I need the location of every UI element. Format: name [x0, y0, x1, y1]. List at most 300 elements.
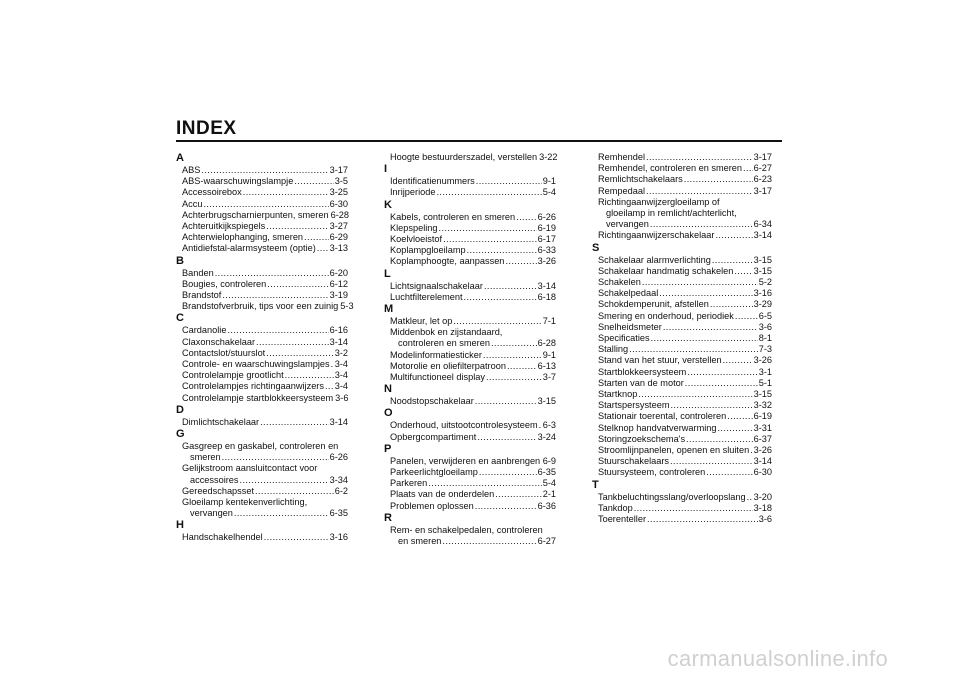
index-entry [176, 508, 348, 519]
index-entry-label: Koelvloeistof [390, 234, 443, 245]
index-section-letter: B [176, 254, 184, 267]
index-entry-page: 6-29 [329, 232, 348, 243]
dot-leader [651, 333, 758, 344]
index-entry-label: Toerenteller [598, 514, 647, 525]
dot-leader [234, 508, 329, 519]
index-entry-label: Stuurschakelaars [598, 456, 669, 467]
index-entry-page: 3-6 [758, 514, 772, 525]
dot-leader [467, 245, 537, 256]
index-entry-page: 6-36 [537, 500, 556, 511]
index-entry [176, 348, 348, 359]
dot-leader [495, 489, 542, 500]
index-section-letter: P [384, 442, 392, 455]
dot-leader [256, 337, 329, 348]
index-entry [592, 378, 772, 389]
index-entry [384, 361, 556, 372]
index-entry-page: 6-35 [329, 508, 348, 519]
dot-leader [539, 420, 542, 431]
index-entry [176, 475, 348, 486]
index-entry [384, 432, 556, 443]
index-section-letter: N [384, 383, 392, 396]
index-entry [384, 245, 556, 256]
index-entry-page: 6-5 [758, 310, 772, 321]
index-entry-label: Identificatienummers [390, 176, 475, 187]
index-section-letter: L [384, 267, 391, 280]
dot-leader [266, 348, 333, 359]
index-entry-line: Richtingaanwijzergloeilamp of [598, 196, 720, 207]
index-entry-label: ABS-waarschuwingslampje [182, 176, 294, 187]
index-entry-label: Onderhoud, uitstootcontrolesysteem [390, 420, 538, 431]
dot-leader [491, 338, 537, 349]
index-entry [176, 165, 348, 176]
page-title: INDEX [176, 118, 237, 139]
index-entry-label: Accessoirebox [182, 187, 242, 198]
index-entry-label: Stroomlijnpanelen, openen en sluiten [598, 445, 750, 456]
index-entry [592, 333, 772, 344]
index-entry-label: Controlelampje startblokkeersysteem [182, 392, 334, 403]
dot-leader [266, 221, 328, 232]
index-entry-label: Panelen, verwijderen en aanbrengen [390, 455, 541, 466]
dot-leader [436, 187, 541, 198]
dot-leader [734, 266, 752, 277]
index-entry-page: 3-14 [329, 416, 348, 427]
dot-leader [475, 501, 537, 512]
index-entry-label: Specificaties [598, 333, 650, 344]
index-entry-page: 3-15 [537, 396, 556, 407]
index-section-letter: S [592, 241, 600, 254]
index-entry-label: smeren [190, 452, 221, 463]
dot-leader [264, 532, 329, 543]
index-entry-page: 3-14 [537, 280, 556, 291]
index-entry-label: Noodstopschakelaar [390, 396, 474, 407]
index-entry [176, 301, 354, 312]
dot-leader [285, 370, 334, 381]
index-entry [384, 176, 556, 187]
dot-leader [717, 423, 752, 434]
index-entry-page: 3-15 [753, 265, 772, 276]
index-entry-label: Stationair toerental, controleren [598, 411, 727, 422]
index-entry [592, 311, 772, 322]
index-entry-label: en smeren [398, 536, 442, 547]
index-entry-label: vervangen [606, 219, 649, 230]
dot-leader [443, 234, 537, 245]
dot-leader [710, 299, 753, 310]
dot-leader [304, 232, 329, 243]
index-entry-line: Gloeilamp kentekenverlichting, [182, 497, 308, 508]
index-entry-page: 6-23 [753, 174, 772, 185]
dot-leader [325, 381, 334, 392]
dot-leader [712, 255, 753, 266]
dot-leader [670, 456, 753, 467]
dot-leader [650, 219, 753, 230]
index-entry [592, 389, 772, 400]
index-entry-page: 6-3 [542, 420, 556, 431]
index-entry-page: 3-1 [758, 366, 772, 377]
index-entry [592, 492, 772, 503]
index-entry-page: 2-1 [542, 489, 556, 500]
index-entry-label: Controlelampjes richtingaanwijzers [182, 381, 324, 392]
index-entry-label: Stand van het stuur, verstellen [598, 355, 722, 366]
index-entry-label: Starten van de motor [598, 377, 684, 388]
index-entry-page: 3-4 [334, 381, 348, 392]
index-entry-page: 3-4 [334, 359, 348, 370]
index-entry-label: Storingzoekschema's [598, 433, 686, 444]
index-entry-label: Claxonschakelaar [182, 336, 256, 347]
dot-leader [203, 199, 328, 210]
index-entry-line: Rem- en schakelpedalen, controleren [390, 524, 543, 535]
index-section-letter: G [176, 428, 185, 441]
index-entry-page: 3-13 [329, 243, 348, 254]
index-entry-label: Stuursysteem, controleren [598, 467, 706, 478]
index-entry-page: 6-28 [330, 209, 349, 220]
dot-leader [747, 492, 753, 503]
index-entry-label: Lichtsignaalschakelaar [390, 280, 483, 291]
index-entry-label: Brandstof [182, 290, 222, 301]
index-entry-label: Banden [182, 267, 214, 278]
index-entry-page: 6-30 [753, 467, 772, 478]
dot-leader [685, 378, 758, 389]
index-entry [384, 456, 556, 467]
index-entry-page: 3-26 [753, 445, 772, 456]
index-entry-label: Matkleur, let op [390, 316, 453, 327]
index-entry-line: Gasgreep en gaskabel, controleren en [182, 441, 339, 452]
index-entry-page: 9-1 [542, 349, 556, 360]
dot-leader [687, 367, 757, 378]
index-entry [592, 322, 772, 333]
index-entry-page: 6-30 [329, 198, 348, 209]
index-entry-line: Gelijkstroom aansluitcontact voor [182, 463, 318, 474]
dot-leader [255, 486, 334, 497]
dot-leader [646, 186, 753, 197]
index-entry [384, 281, 556, 292]
index-section-letter: K [384, 198, 392, 211]
dot-leader [507, 361, 537, 372]
index-entry-label: Inrijperiode [390, 187, 436, 198]
dot-leader [723, 355, 753, 366]
index-entry [384, 489, 556, 500]
index-entry-label: Schakelaar handmatig schakelen [598, 265, 734, 276]
dot-leader [267, 279, 328, 290]
dot-leader [243, 187, 329, 198]
index-entry [592, 411, 772, 422]
index-entry-label: Startblokkeersysteem [598, 366, 687, 377]
index-entry-page: 6-33 [537, 245, 556, 256]
dot-leader [479, 467, 537, 478]
index-entry [384, 372, 556, 383]
index-entry-page: 3-17 [753, 185, 772, 196]
index-entry-page: 6-27 [537, 536, 556, 547]
dot-leader [735, 311, 758, 322]
index-entry [176, 221, 348, 232]
index-section-letter: H [176, 519, 184, 532]
index-entry-label: Problemen oplossen [390, 500, 474, 511]
index-entry-page: 3-15 [753, 389, 772, 400]
index-entry-label: Luchtfilterelement [390, 291, 463, 302]
index-entry [384, 478, 556, 489]
index-entry-label: Controlelampje grootlicht [182, 370, 284, 381]
dot-leader [453, 316, 541, 327]
index-entry-page: 3-26 [753, 355, 772, 366]
index-column-3 [592, 152, 772, 525]
index-entry-page: 3-29 [753, 299, 772, 310]
index-entry-label: Schakelen [598, 277, 641, 288]
dot-leader [317, 243, 329, 254]
index-entry [384, 212, 556, 223]
dot-leader [647, 514, 758, 525]
index-column-2 [384, 152, 556, 547]
index-section-letter: M [384, 303, 394, 316]
dot-leader [684, 174, 753, 185]
index-entry-page: 8-1 [758, 333, 772, 344]
index-entry [592, 434, 772, 445]
index-entry-page: 3-27 [329, 221, 348, 232]
index-entry-label: Schokdemperunit, afstellen [598, 299, 709, 310]
index-entry-label: Multifunctioneel display [390, 372, 485, 383]
index-entry-page: 7-1 [542, 316, 556, 327]
dot-leader [331, 359, 334, 370]
index-entry [592, 456, 772, 467]
index-entry-page: 5-2 [758, 277, 772, 288]
index-entry-page: 3-7 [542, 372, 556, 383]
index-entry-label: Snelheidsmeter [598, 321, 662, 332]
index-entry [384, 338, 556, 349]
index-entry [176, 532, 348, 543]
index-entry [592, 230, 772, 241]
index-entry-label: Accu [182, 198, 203, 209]
index-entry [176, 232, 348, 243]
dot-leader [201, 165, 328, 176]
index-entry-page: 3-34 [329, 474, 348, 485]
index-entry-label: Richtingaanwijzerschakelaar [598, 230, 715, 241]
index-entry-label: Parkeerlichtgloeilamp [390, 467, 478, 478]
index-entry-label: Plaats van de onderdelen [390, 489, 495, 500]
index-entry-page: 3-14 [329, 336, 348, 347]
index-entry-page: 6-26 [537, 211, 556, 222]
dot-leader [240, 475, 329, 486]
index-entry [176, 359, 348, 370]
dot-leader [428, 478, 541, 489]
index-entry [176, 176, 348, 187]
dot-leader [486, 372, 542, 383]
index-entry [176, 370, 348, 381]
index-section-letter: A [176, 152, 184, 164]
index-entry [592, 367, 772, 378]
index-entry [384, 396, 556, 407]
index-entry-page: 6-16 [329, 325, 348, 336]
index-entry [592, 423, 772, 434]
index-entry-label: Tankdop [598, 502, 633, 513]
index-entry-label: Rempedaal [598, 185, 645, 196]
index-entry [384, 420, 556, 431]
index-entry [592, 288, 772, 299]
dot-leader [727, 411, 752, 422]
index-entry [592, 467, 772, 478]
index-entry [592, 445, 772, 456]
index-entry-label: Achterwielophanging, smeren [182, 232, 304, 243]
index-entry-line: gloeilamp in remlicht/achterlicht, [606, 208, 737, 219]
dot-leader [686, 434, 753, 445]
index-entry [592, 400, 772, 411]
dot-leader [294, 176, 333, 187]
index-entry-label: Gereedschapsset [182, 485, 255, 496]
index-entry-label: Bougies, controleren [182, 278, 267, 289]
dot-leader [477, 432, 536, 443]
dot-leader [541, 456, 542, 467]
index-entry-page: 6-13 [537, 360, 556, 371]
dot-leader [260, 417, 329, 428]
index-entry-page: 5-4 [542, 187, 556, 198]
index-entry-label: Stelknop handvatverwarming [598, 422, 717, 433]
index-entry [592, 163, 772, 174]
index-entry [176, 210, 348, 221]
index-entry-label: controleren en smeren [398, 338, 490, 349]
index-entry [592, 514, 772, 525]
index-entry [384, 152, 556, 163]
index-entry [176, 243, 348, 254]
index-entry-page: 3-2 [334, 347, 348, 358]
index-section-letter: O [384, 407, 393, 420]
dot-leader [484, 281, 537, 292]
dot-leader [464, 292, 537, 303]
index-entry-page: 3-5 [334, 176, 348, 187]
dot-leader [505, 256, 536, 267]
dot-leader [634, 503, 753, 514]
index-entry-label: Antidiefstal-alarmsysteem (optie) [182, 243, 316, 254]
dot-leader [638, 389, 752, 400]
index-entry-page: 6-9 [542, 455, 556, 466]
watermark: carmanualsonline.info [667, 646, 888, 671]
index-entry [592, 344, 772, 355]
index-entry-label: Contactslot/stuurslot [182, 347, 266, 358]
index-entry-page: 6-19 [753, 411, 772, 422]
index-entry-page: 5-4 [542, 478, 556, 489]
index-entry [176, 187, 348, 198]
index-entry [592, 219, 772, 230]
index-entry [592, 355, 772, 366]
index-entry-label: Controle- en waarschuwingslampjes [182, 359, 330, 370]
index-entry [592, 503, 772, 514]
index-entry [176, 381, 348, 392]
index-entry-label: Klepspeling [390, 222, 438, 233]
dot-leader [659, 288, 752, 299]
index-section-letter: T [592, 478, 599, 491]
index-entry-label: Schakelaar alarmverlichting [598, 254, 711, 265]
dot-leader [629, 344, 758, 355]
dot-leader [743, 163, 753, 174]
index-entry-page: 3-25 [329, 187, 348, 198]
index-entry [176, 452, 348, 463]
index-entry-label: Dimlichtschakelaar [182, 416, 260, 427]
index-entry-label: ABS [182, 165, 201, 175]
index-entry-page: 3-6 [335, 392, 349, 403]
index-entry-page: 3-4 [334, 370, 348, 381]
index-entry [176, 486, 348, 497]
index-entry-page: 6-26 [329, 452, 348, 463]
index-entry-page: 5-3 [340, 301, 354, 312]
index-entry [176, 337, 348, 348]
dot-leader [646, 152, 753, 163]
index-section-letter: R [384, 511, 392, 524]
index-entry-label: Remlichtschakelaars [598, 174, 683, 185]
index-entry [384, 316, 556, 327]
index-entry-label: Opbergcompartiment [390, 431, 477, 442]
index-entry-label: Cardanolie [182, 325, 227, 336]
dot-leader [642, 277, 758, 288]
index-entry [384, 536, 556, 547]
index-entry-page: 6-17 [537, 234, 556, 245]
index-entry-page: 3-16 [329, 532, 348, 543]
dot-leader [227, 325, 328, 336]
index-entry-label: vervangen [190, 508, 233, 519]
index-entry [592, 186, 772, 197]
index-entry [384, 223, 556, 234]
index-entry [384, 256, 556, 267]
dot-leader [750, 445, 752, 456]
dot-leader [715, 230, 752, 241]
index-entry-page: 5-1 [758, 377, 772, 388]
index-entry [176, 268, 348, 279]
index-entry-label: Handschakelhendel [182, 532, 263, 543]
index-entry-page: 6-28 [537, 338, 556, 349]
index-entry-page: 3-14 [753, 456, 772, 467]
index-entry-label: Stalling [598, 344, 629, 355]
dot-leader [476, 176, 542, 187]
index-column-1 [176, 152, 354, 544]
index-entry-page: 3-24 [537, 431, 556, 442]
index-entry-page: 3-14 [753, 230, 772, 241]
index-entry-page: 6-27 [753, 163, 772, 174]
index-entry-page: 6-20 [329, 267, 348, 278]
index-entry-page: 3-6 [758, 321, 772, 332]
index-entry-page: 3-20 [753, 491, 772, 502]
index-entry [176, 393, 348, 404]
dot-leader [222, 290, 328, 301]
dot-leader [516, 212, 536, 223]
dot-leader [439, 223, 537, 234]
index-entry-page: 7-3 [758, 344, 772, 355]
index-entry-page: 9-1 [542, 176, 556, 187]
index-entry [592, 277, 772, 288]
index-entry-page: 6-19 [537, 222, 556, 233]
dot-leader [222, 452, 329, 463]
title-rule [176, 140, 782, 142]
index-entry-page: 6-35 [537, 467, 556, 478]
index-entry-page: 3-31 [753, 422, 772, 433]
index-entry [176, 417, 348, 428]
index-entry [176, 199, 348, 210]
index-entry [592, 255, 772, 266]
index-entry [384, 187, 556, 198]
index-entry-page: 3-19 [329, 290, 348, 301]
index-entry-line: Middenbok en zijstandaard, [390, 327, 503, 338]
index-entry-label: accessoires [190, 474, 239, 485]
index-entry-label: Startspersysteem [598, 400, 670, 411]
index-entry-label: Achterbrugscharnierpunten, smeren [182, 209, 329, 220]
index-entry-label: Hoogte bestuurderszadel, verstellen [390, 152, 538, 162]
index-entry-label: Achteruitkijkspiegels [182, 221, 266, 232]
index-entry-page: 3-18 [753, 502, 772, 513]
index-entry-label: Motorolie en oliefilterpatroon [390, 360, 506, 371]
index-entry-page: 3-26 [537, 256, 556, 267]
dot-leader [706, 467, 752, 478]
index-entry [384, 467, 556, 478]
index-entry [592, 299, 772, 310]
index-entry-page: 3-17 [753, 152, 772, 162]
index-entry-page: 6-18 [537, 291, 556, 302]
index-entry-page: 6-34 [753, 219, 772, 230]
index-entry [176, 290, 348, 301]
dot-leader [475, 396, 537, 407]
